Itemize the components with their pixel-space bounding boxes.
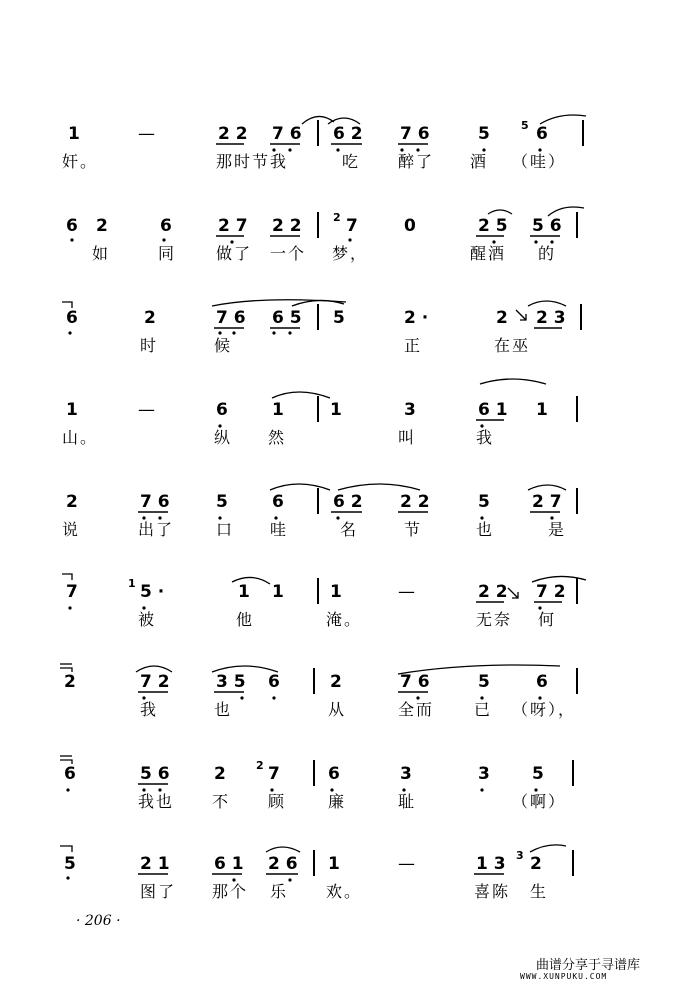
note: 5 — [478, 124, 490, 144]
note: 2 2 — [218, 124, 248, 144]
bar-line — [572, 850, 574, 876]
note: 2 · — [404, 308, 429, 328]
note: 5 — [216, 492, 228, 512]
lyric: 出了 — [138, 520, 175, 539]
lyric: 梦， — [332, 244, 369, 263]
lyric: 我 — [140, 700, 159, 719]
lyric: 也 — [214, 700, 233, 719]
bar-line — [580, 304, 582, 330]
bar-line — [576, 668, 578, 694]
note: 3 — [478, 764, 490, 784]
grace-note: 2 — [333, 211, 341, 224]
note: 6 — [66, 216, 78, 236]
lyric: 醉了 — [398, 152, 435, 171]
lyric: 也 — [476, 520, 495, 539]
note: 6 1 — [478, 400, 508, 420]
lyric: 全而 — [398, 700, 435, 719]
note: 5 6 — [532, 216, 562, 236]
note: 1 — [68, 124, 80, 144]
note: 7 — [346, 216, 358, 236]
note-extension: — — [138, 124, 155, 144]
lyric: 不 — [212, 792, 231, 811]
note: 1 — [330, 582, 342, 602]
note-extension: — — [138, 400, 155, 420]
score-row-6 — [0, 578, 679, 648]
lyric: 正 — [404, 336, 423, 355]
note: 2 2 — [400, 492, 430, 512]
score-row-7 — [0, 668, 679, 738]
bar-line — [317, 120, 319, 146]
score-row-2 — [0, 212, 679, 282]
lyric: 从 — [328, 700, 347, 719]
lyric: 淹。 — [326, 610, 363, 629]
note: 2 1 — [140, 854, 170, 874]
note: 7 2 — [536, 582, 566, 602]
note: 3 5 — [216, 672, 246, 692]
note: 2 — [330, 672, 342, 692]
lyric: 节 — [404, 520, 423, 539]
note: 2 3 — [536, 308, 566, 328]
lyric: 无奈 — [476, 610, 513, 629]
lyric: 纵 — [214, 428, 233, 447]
watermark-text: 曲谱分享于寻谱库 — [536, 958, 641, 973]
lyric: 耻 — [398, 792, 417, 811]
lyric: 做了 — [216, 244, 253, 263]
note: 5 — [64, 854, 76, 874]
lyric: 我 — [476, 428, 495, 447]
note: 3 — [404, 400, 416, 420]
note: 6 — [272, 492, 284, 512]
note: 2 2 — [272, 216, 302, 236]
lyric: 奸。 — [62, 152, 99, 171]
bar-line — [313, 668, 315, 694]
lyric: 吃 — [342, 152, 361, 171]
note: 1 — [272, 582, 284, 602]
page-number: · 206 · — [76, 913, 121, 929]
score-row-3 — [0, 304, 679, 374]
bar-line — [313, 850, 315, 876]
lyric: 生 — [530, 882, 549, 901]
lyric: 酒 — [470, 152, 489, 171]
grace-note: 5 — [521, 119, 529, 132]
note: 7 6 — [140, 492, 170, 512]
note: 2 — [496, 308, 508, 328]
note: 5 — [333, 308, 345, 328]
note: 2 — [144, 308, 156, 328]
score-row-8 — [0, 760, 679, 830]
note: 1 — [536, 400, 548, 420]
note: 6 — [536, 672, 548, 692]
note: 2 2 — [478, 582, 508, 602]
lyric: 的 — [538, 244, 557, 263]
lyric: 在巫 — [494, 336, 531, 355]
lyric: 山。 — [62, 428, 99, 447]
lyric: 哇 — [270, 520, 289, 539]
note-extension: — — [398, 582, 415, 602]
note: 2 — [214, 764, 226, 784]
lyric: 何 — [538, 610, 557, 629]
note-extension: — — [398, 854, 415, 874]
note: 2 7 — [218, 216, 248, 236]
note: 2 7 — [532, 492, 562, 512]
lyric: 候 — [214, 336, 233, 355]
note: 1 — [330, 400, 342, 420]
bar-line — [576, 212, 578, 238]
bar-line — [317, 212, 319, 238]
lyric: 已 — [474, 700, 493, 719]
lyric: 喜陈 — [474, 882, 511, 901]
score-row-5 — [0, 488, 679, 558]
note: 2 — [64, 672, 76, 692]
lyric: 如 — [92, 244, 111, 263]
score-row-9 — [0, 850, 679, 920]
note: 2 5 — [478, 216, 508, 236]
lyric: 然 — [268, 428, 287, 447]
bar-line — [576, 578, 578, 604]
lyric: 顾 — [268, 792, 287, 811]
score-row-4 — [0, 396, 679, 466]
note: 2 — [66, 492, 78, 512]
note: 7 — [268, 764, 280, 784]
note: 6 5 — [272, 308, 302, 328]
lyric: 叫 — [398, 428, 417, 447]
score-row-1 — [0, 120, 679, 190]
note: 2 — [96, 216, 108, 236]
note: 0 — [404, 216, 416, 236]
note: 2 — [530, 854, 542, 874]
bar-line — [576, 488, 578, 514]
note: 1 3 — [476, 854, 506, 874]
note: 6 — [64, 764, 76, 784]
grace-note: 3 — [516, 849, 524, 862]
note: 7 6 — [216, 308, 246, 328]
note: 7 2 — [140, 672, 170, 692]
bar-line — [317, 304, 319, 330]
note: 7 6 — [400, 124, 430, 144]
bar-line — [582, 120, 584, 146]
note: 6 1 — [214, 854, 244, 874]
note: 6 — [216, 400, 228, 420]
lyric: 时 — [140, 336, 159, 355]
lyric: （啊） — [512, 792, 567, 811]
note: 6 — [328, 764, 340, 784]
note: 2 6 — [268, 854, 298, 874]
lyric: 那个 — [212, 882, 249, 901]
note: 1 — [328, 854, 340, 874]
lyric: 醒酒 — [470, 244, 507, 263]
watermark-url: WWW.XUNPUKU.COM — [520, 972, 608, 981]
lyric: 图了 — [140, 882, 177, 901]
lyric: 那时节我 — [216, 152, 289, 171]
lyric: 乐 — [270, 882, 289, 901]
bar-line — [313, 760, 315, 786]
lyric: 口 — [216, 520, 235, 539]
note: 5 · — [140, 582, 165, 602]
lyric: 说 — [62, 520, 81, 539]
lyric: 他 — [236, 610, 255, 629]
bar-line — [317, 396, 319, 422]
lyric: 一个 — [270, 244, 307, 263]
note: 7 — [66, 582, 78, 602]
grace-note: 2 — [256, 759, 264, 772]
note: 6 2 — [333, 124, 363, 144]
lyric: （呀）， — [512, 700, 577, 719]
note: 6 — [160, 216, 172, 236]
note: 7 6 — [400, 672, 430, 692]
note: 6 — [536, 124, 548, 144]
note: 7 6 — [272, 124, 302, 144]
bar-line — [317, 578, 319, 604]
bar-line — [317, 488, 319, 514]
note: 5 — [478, 672, 490, 692]
note: 6 — [268, 672, 280, 692]
bar-line — [576, 396, 578, 422]
lyric: 我也 — [138, 792, 175, 811]
note: 5 6 — [140, 764, 170, 784]
lyric: 是 — [548, 520, 567, 539]
note: 1 — [272, 400, 284, 420]
note: 3 — [400, 764, 412, 784]
grace-note: 1 — [128, 577, 136, 590]
note: 1 — [66, 400, 78, 420]
note: 6 — [66, 308, 78, 328]
lyric: 同 — [158, 244, 177, 263]
lyric: 名 — [340, 520, 359, 539]
lyric: 被 — [138, 610, 157, 629]
note: 5 — [532, 764, 544, 784]
note: 6 2 — [333, 492, 363, 512]
bar-line — [572, 760, 574, 786]
note: 5 — [478, 492, 490, 512]
lyric: 欢。 — [326, 882, 363, 901]
lyric: （哇） — [512, 152, 567, 171]
lyric: 廉 — [328, 792, 347, 811]
note: 1 — [238, 582, 250, 602]
